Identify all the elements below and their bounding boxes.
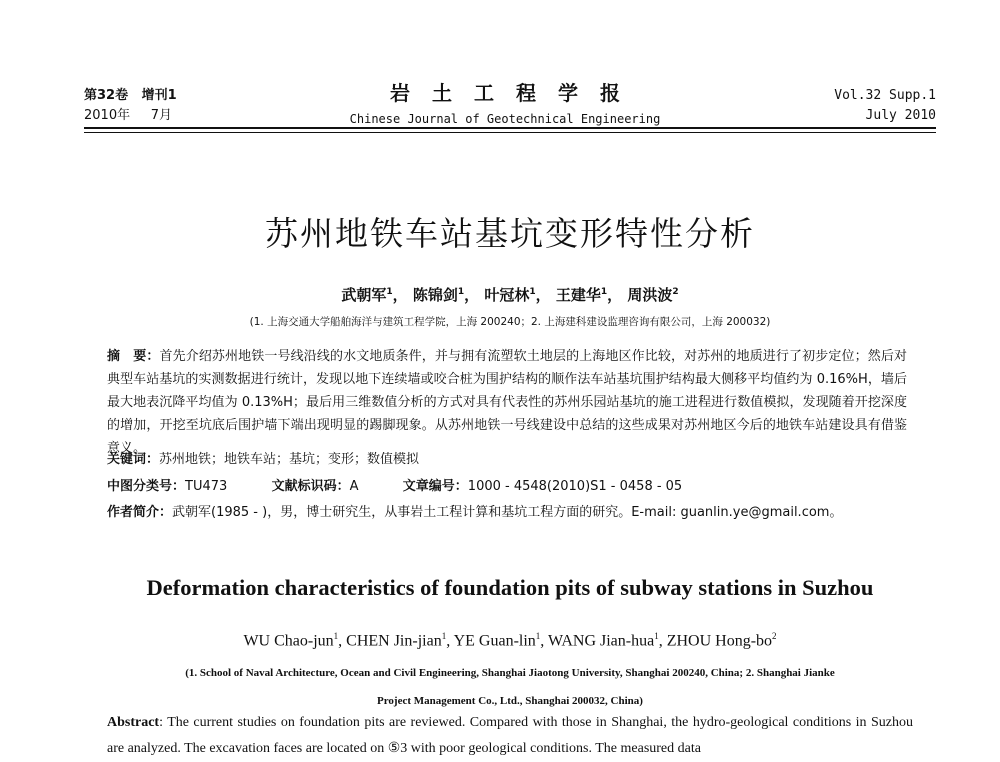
abstract-en-label: Abstract	[107, 715, 160, 730]
header-rule-thick	[84, 127, 936, 129]
classification-row: 中图分类号：TU473 文献标识码：A 文章编号：1000 - 4548(2010)S1 - 0458 - 05	[107, 479, 683, 494]
journal-title-cn: 岩土工程学报	[390, 81, 642, 105]
volume-issue-en: Vol.32 Supp.1	[834, 88, 936, 103]
journal-masthead	[340, 80, 670, 128]
paper-title-cn: 苏州地铁车站基坑变形特性分析	[265, 214, 755, 253]
header-rule-thin	[84, 132, 936, 133]
classification-info	[107, 474, 927, 526]
author-en: CHEN Jin-jian	[346, 632, 442, 650]
authors-cn: 武朝军$^1$， 陈锦剑$^1$， 叶冠林$^1$， 王建华$^1$， 周洪波$^2$	[341, 286, 679, 304]
author-en: ZHOU Hong-bo	[666, 632, 773, 650]
affiliation-en: (1. School of Naval Architecture, Ocean and Civil Engineering, Shanghai Jiaotong University, Shanghai 200240, China; 2. Shanghai Jianke Project Management Co., Ltd., Shanghai 200032, China)	[185, 667, 835, 707]
author-cn: 武朝军	[341, 286, 387, 304]
keywords-cn	[107, 450, 419, 470]
journal-title-en: Chinese Journal of Geotechnical Engineering	[349, 112, 661, 126]
author-cn: 王建华	[555, 286, 601, 304]
author-cn: 叶冠林	[484, 286, 530, 304]
author-en: WANG Jian-hua	[548, 632, 655, 650]
header-left	[84, 86, 177, 126]
date-en: July 2010	[865, 108, 936, 123]
abstract-cn	[107, 345, 907, 460]
keywords-label: 关键词：	[107, 452, 160, 467]
author-cn: 周洪波	[627, 286, 673, 304]
header-right	[834, 86, 936, 126]
abstract-en-text: : The current studies on foundation pits are reviewed. Compared with those in Shanghai, the hydro-geological conditions in Suzhou are analyzed. The excavation faces are located on ⑤3 with poor geological conditions. The measured data	[107, 715, 913, 756]
author-en: WU Chao-jun	[243, 632, 334, 650]
date-cn: 2010年 7月	[84, 108, 173, 123]
volume-issue-cn: 第32卷 增刊1	[84, 88, 177, 103]
authors-en: WU Chao-jun$^1$, CHEN Jin-jian$^1$, YE Guan-lin$^1$, WANG Jian-hua$^1$, ZHOU Hong-$bo^2$	[243, 631, 777, 650]
clc-number: TU473	[185, 479, 228, 494]
document-code: A	[349, 479, 359, 494]
abstract-cn-label: 摘 要：	[107, 349, 160, 364]
author-bio: 作者简介：武朝军(1985 - )，男，博士研究生，从事岩土工程计算和基坑工程方面的研究。E-mail: guanlin.ye@gmail.com。	[107, 505, 843, 520]
abstract-cn-text: 首先介绍苏州地铁一号线沿线的水文地质条件，并与拥有流塑软土地层的上海地区作比较，对苏州的地质进行了初步定位；然后对典型车站基坑的实测数据进行统计，发现以地下连续墙或咬合桩为围护结构的顺作法车站基坑围护结构最大侧移平均值约为 0.16%H，墙后最大地表沉降平均值为 0.13%H；最后用三维数值分析的方式对具有代表性的苏州乐园站基坑的施工进程进行数值模拟，发现随着开挖深度的增加，开挖至坑底后围护墙下端出现明显的踢脚现象。从苏州地铁一号线建设中总结的这些成果对苏州地区今后的地铁车站建设具有借鉴意义。	[107, 349, 907, 456]
author-cn: 陈锦剑	[412, 286, 458, 304]
author-en: YE Guan-lin	[453, 632, 536, 650]
article-number: 1000 - 4548(2010)S1 - 0458 - 05	[467, 479, 683, 494]
keywords-text: 苏州地铁；地铁车站；基坑；变形；数值模拟	[159, 452, 420, 467]
affiliation-cn: (1. 上海交通大学船舶海洋与建筑工程学院，上海 200240；2. 上海建科建设监理咨询有限公司，上海 200032)	[249, 316, 771, 328]
abstract-en	[107, 710, 913, 762]
paper-title-en: Deformation characteristics of foundation pits of subway stations in Suzhou	[146, 575, 874, 600]
